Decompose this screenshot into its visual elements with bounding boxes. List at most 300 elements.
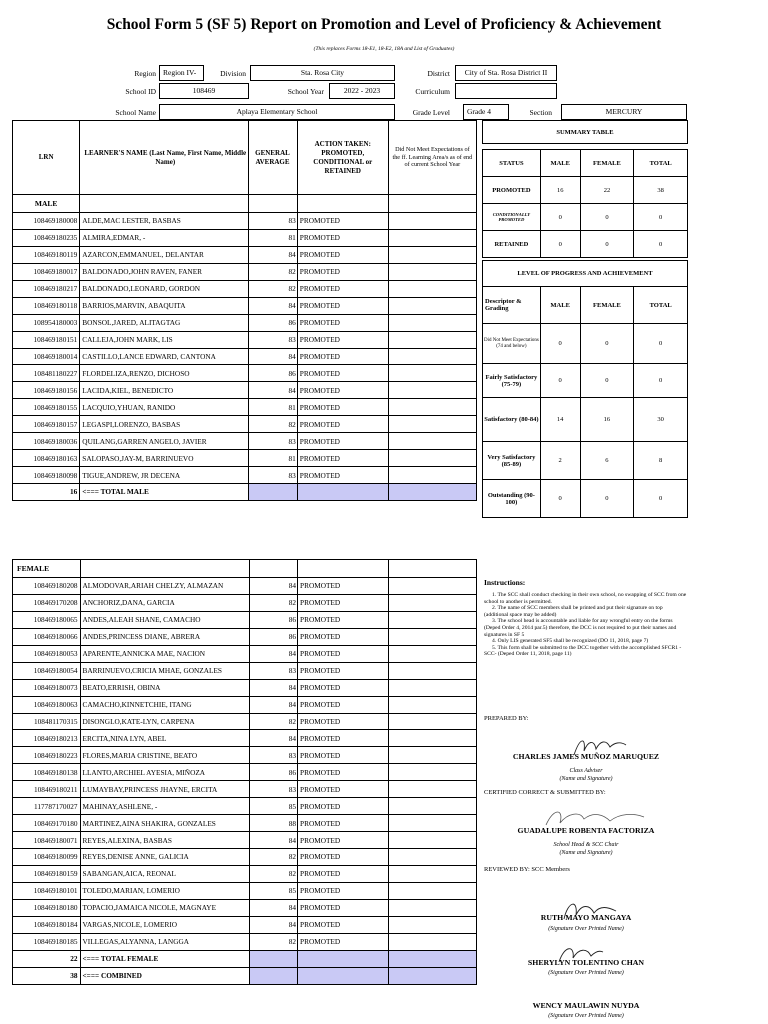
learner-lrn: 108469180213 xyxy=(13,730,81,747)
did-not-meet-areas xyxy=(388,280,476,297)
learner-row xyxy=(13,916,477,933)
dnme-header: Did Not Meet Expectations of the ff. Learning Area/s as of end of current School Year xyxy=(388,121,476,195)
general-average: 84 xyxy=(249,916,297,933)
learner-lrn: 108469180071 xyxy=(13,832,81,849)
action-taken: PROMOTED xyxy=(298,849,389,866)
learner-name: VILLEGAS,ALYANNA, LANGGA xyxy=(80,933,249,950)
general-average: 86 xyxy=(249,628,297,645)
learner-name: CAMACHO,KINNETCHIE, ITANG xyxy=(80,696,249,713)
did-not-meet-areas xyxy=(388,578,476,595)
general-average: 84 xyxy=(249,645,297,662)
did-not-meet-areas xyxy=(388,662,476,679)
learner-row xyxy=(13,713,477,730)
summary-status-header: STATUS xyxy=(483,150,541,177)
action-taken: PROMOTED xyxy=(298,594,389,611)
action-taken: PROMOTED xyxy=(298,611,389,628)
did-not-meet-areas xyxy=(388,611,476,628)
progress-male: 2 xyxy=(540,442,580,480)
progress-desc: Outstanding (90-100) xyxy=(483,480,541,518)
action-taken: PROMOTED xyxy=(298,815,389,832)
learner-name: LACQUIO,YHUAN, RANIDO xyxy=(80,399,249,416)
learner-row xyxy=(13,832,477,849)
summary-status: CONDITIONALLY PROMOTED xyxy=(483,204,541,231)
curriculum-label: Curriculum xyxy=(415,87,450,96)
learner-name: BALDONADO,JOHN RAVEN, FANER xyxy=(80,263,249,280)
female-table xyxy=(12,559,477,985)
action-taken: PROMOTED xyxy=(297,450,388,467)
did-not-meet-areas xyxy=(388,467,476,484)
general-average: 84 xyxy=(249,382,298,399)
general-average: 84 xyxy=(249,832,297,849)
form-subtitle: (This replaces Forms 18-E1, 18-E2, 18A and List of Graduates) xyxy=(313,46,455,52)
certified-label: CERTIFIED CORRECT & SUBMITTED BY: xyxy=(484,789,606,796)
did-not-meet-areas xyxy=(388,213,476,230)
progress-male: 0 xyxy=(540,324,580,364)
action-taken: PROMOTED xyxy=(298,832,389,849)
summary-male: 0 xyxy=(540,204,580,231)
adviser-name: CHARLES JAMES MUÑOZ MARUQUEZ xyxy=(512,752,660,761)
combined-count: 38 xyxy=(13,967,81,984)
did-not-meet-areas xyxy=(388,713,476,730)
did-not-meet-areas xyxy=(388,263,476,280)
general-average: 82 xyxy=(249,933,297,950)
learner-name: DISONGLO,KATE-LYN, CARPENA xyxy=(80,713,249,730)
learner-lrn: 108469180155 xyxy=(13,399,80,416)
instructions-title: Instructions: xyxy=(484,578,526,587)
learner-name: ALDE,MAC LESTER, BASBAS xyxy=(80,213,249,230)
action-taken: PROMOTED xyxy=(298,764,389,781)
did-not-meet-areas xyxy=(388,314,476,331)
learner-row xyxy=(13,213,477,230)
action-taken: PROMOTED xyxy=(298,645,389,662)
did-not-meet-areas xyxy=(388,730,476,747)
did-not-meet-areas xyxy=(388,679,476,696)
name-header: LEARNER'S NAME (Last Name, First Name, Middle Name) xyxy=(80,121,249,195)
general-average: 81 xyxy=(249,450,298,467)
action-taken: PROMOTED xyxy=(297,263,388,280)
learner-lrn: 108469180151 xyxy=(13,331,80,348)
grade-level-label: Grade Level xyxy=(412,108,450,117)
member3-name: WENCY MAULAWIN NUYDA xyxy=(532,1001,640,1010)
action-taken: PROMOTED xyxy=(298,798,389,815)
learner-row xyxy=(13,798,477,815)
progress-table xyxy=(482,260,688,518)
form-title: School Form 5 (SF 5) Report on Promotion and Level of Proficiency & Achievement xyxy=(106,16,662,33)
action-taken: PROMOTED xyxy=(298,628,389,645)
learner-name: SALOPASO,JAY-M, BARRINUEVO xyxy=(80,450,249,467)
summary-title: SUMMARY TABLE xyxy=(483,121,688,144)
learner-name: REYES,DENISE ANNE, GALICIA xyxy=(80,849,249,866)
general-average: 83 xyxy=(249,467,298,484)
instruction-item: 3. The school head is accountable and liable for any wrongful entry on the forms (Deped Order 4, 2014 par.5) therefore, the DCC is not required to put their names and signatures in SF 5 xyxy=(484,618,677,638)
learner-name: ANDES,ALEAH SHANE, CAMACHO xyxy=(80,611,249,628)
learner-lrn: 108469180163 xyxy=(13,450,80,467)
action-taken: PROMOTED xyxy=(297,348,388,365)
prepared-label: PREPARED BY: xyxy=(484,715,529,722)
action-header: ACTION TAKEN: PROMOTED, CONDITIONAL or RETAINED xyxy=(297,121,388,195)
progress-desc: Very Satisfactory (85-89) xyxy=(483,442,541,480)
learner-name: AZARCON,EMMANUEL, DELANTAR xyxy=(80,246,249,263)
did-not-meet-areas xyxy=(388,747,476,764)
progress-female-header: FEMALE xyxy=(580,287,634,324)
general-average: 84 xyxy=(249,297,298,314)
learner-lrn: 108469180156 xyxy=(13,382,80,399)
learner-lrn: 108469180211 xyxy=(13,781,81,798)
progress-male: 0 xyxy=(540,480,580,518)
learner-name: LEGASPI,LORENZO, BASBAS xyxy=(80,416,249,433)
action-taken: PROMOTED xyxy=(298,865,389,882)
action-taken: PROMOTED xyxy=(298,916,389,933)
learner-lrn: 108481170315 xyxy=(13,713,81,730)
learner-lrn: 108469180184 xyxy=(13,916,81,933)
did-not-meet-areas xyxy=(388,832,476,849)
section-label: Section xyxy=(529,108,552,117)
progress-total: 30 xyxy=(634,398,688,442)
learner-lrn: 108469180073 xyxy=(13,679,81,696)
did-not-meet-areas xyxy=(388,331,476,348)
action-taken: PROMOTED xyxy=(297,331,388,348)
learner-name: LLANTO,ARCHIEL AYESIA, MIÑOZA xyxy=(80,764,249,781)
general-average: 86 xyxy=(249,611,297,628)
adviser-role: Class Adviser xyxy=(569,768,603,774)
did-not-meet-areas xyxy=(388,229,476,246)
learner-name: TIGUE,ANDREW, JR DECENA xyxy=(80,467,249,484)
general-average: 88 xyxy=(249,815,297,832)
learner-name: BARRIOS,MARVIN, ABAQUITA xyxy=(80,297,249,314)
summary-total: 0 xyxy=(634,204,688,231)
did-not-meet-areas xyxy=(388,849,476,866)
learner-row xyxy=(13,263,477,280)
learner-lrn: 108469180223 xyxy=(13,747,81,764)
general-average: 82 xyxy=(249,594,297,611)
did-not-meet-areas xyxy=(388,882,476,899)
learner-row xyxy=(13,229,477,246)
learner-row xyxy=(13,628,477,645)
member2-name: SHERYLYN TOLENTINO CHAN xyxy=(527,958,645,967)
progress-female: 0 xyxy=(580,480,634,518)
learner-lrn: 108469180099 xyxy=(13,849,81,866)
did-not-meet-areas xyxy=(388,416,476,433)
learner-row xyxy=(13,280,477,297)
learner-name: ANDES,PRINCESS DIANE, ABRERA xyxy=(80,628,249,645)
action-taken: PROMOTED xyxy=(298,933,389,950)
summary-female-header: FEMALE xyxy=(580,150,634,177)
general-average: 83 xyxy=(249,433,298,450)
learner-name: ALMODOVAR,ARIAH CHELZY, ALMAZAN xyxy=(80,578,249,595)
learner-row xyxy=(13,696,477,713)
instruction-item: 1. The SCC shall conduct checking in their own school, no swapping of SCC from one school to another is permitted. xyxy=(484,592,687,605)
action-taken: PROMOTED xyxy=(298,662,389,679)
learner-lrn: 108469180014 xyxy=(13,348,80,365)
learner-lrn: 108469180036 xyxy=(13,433,80,450)
general-average: 83 xyxy=(249,747,297,764)
did-not-meet-areas xyxy=(388,450,476,467)
average-header: GENERAL AVERAGE xyxy=(249,121,298,195)
reviewed-label: REVIEWED BY: SCC Members xyxy=(484,866,570,873)
general-average: 82 xyxy=(249,416,298,433)
did-not-meet-areas xyxy=(388,764,476,781)
learner-name: LACIDA,KIEL, BENEDICTO xyxy=(80,382,249,399)
general-average: 86 xyxy=(249,314,298,331)
learner-row xyxy=(13,662,477,679)
division-label: Division xyxy=(220,69,246,78)
action-taken: PROMOTED xyxy=(297,297,388,314)
learner-lrn: 108469180008 xyxy=(13,213,80,230)
did-not-meet-areas xyxy=(388,696,476,713)
action-taken: PROMOTED xyxy=(298,578,389,595)
learner-name: BARRINUEVO,CRICIA MHAE, GONZALES xyxy=(80,662,249,679)
did-not-meet-areas xyxy=(388,798,476,815)
learner-row xyxy=(13,849,477,866)
curriculum-field xyxy=(455,83,557,99)
did-not-meet-areas xyxy=(388,865,476,882)
general-average: 83 xyxy=(249,781,297,798)
learner-lrn: 108954180003 xyxy=(13,314,80,331)
summary-total-header: TOTAL xyxy=(634,150,688,177)
action-taken: PROMOTED xyxy=(297,246,388,263)
general-average: 82 xyxy=(249,280,298,297)
summary-total: 0 xyxy=(634,231,688,258)
learner-name: MARTINEZ,AINA SHAKIRA, GONZALES xyxy=(80,815,249,832)
instruction-item: 4. Only LIS generated SF5 shall be recognized (DO 11, 2018, page 7) xyxy=(492,638,649,645)
learner-name: TOPACIO,JAMAICA NICOLE, MAGNAYE xyxy=(80,899,249,916)
learner-row xyxy=(13,433,477,450)
action-taken: PROMOTED xyxy=(298,882,389,899)
action-taken: PROMOTED xyxy=(297,280,388,297)
progress-female: 16 xyxy=(580,398,634,442)
action-taken: PROMOTED xyxy=(297,467,388,484)
learner-row xyxy=(13,882,477,899)
instruction-item: 5. This form shall be submitted to the DCC together with the accomplished SFCR1 - SCC- (Deped Order 11, 2018, page 11) xyxy=(484,644,682,658)
learner-row xyxy=(13,382,477,399)
action-taken: PROMOTED xyxy=(297,365,388,382)
general-average: 81 xyxy=(249,229,298,246)
male-section-label: MALE xyxy=(13,195,80,213)
progress-total-header: TOTAL xyxy=(634,287,688,324)
member1-sub: (Signature Over Printed Name) xyxy=(548,926,624,932)
did-not-meet-areas xyxy=(388,348,476,365)
did-not-meet-areas xyxy=(388,382,476,399)
general-average: 86 xyxy=(249,764,297,781)
female-total-count: 22 xyxy=(13,950,81,967)
learner-lrn: 108469180065 xyxy=(13,611,81,628)
learner-name: ANCHORIZ,DANA, GARCIA xyxy=(80,594,249,611)
did-not-meet-areas xyxy=(388,781,476,798)
progress-male-header: MALE xyxy=(540,287,580,324)
general-average: 82 xyxy=(249,713,297,730)
combined-label: <=== COMBINED xyxy=(80,967,249,984)
learner-lrn: 108469180217 xyxy=(13,280,80,297)
did-not-meet-areas xyxy=(388,815,476,832)
action-taken: PROMOTED xyxy=(298,899,389,916)
learner-lrn: 108469180180 xyxy=(13,899,81,916)
member3-sub: (Signature Over Printed Name) xyxy=(548,1013,624,1019)
region-label: Region xyxy=(134,69,156,78)
progress-male: 0 xyxy=(540,364,580,398)
general-average: 82 xyxy=(249,263,298,280)
general-average: 85 xyxy=(249,882,297,899)
district-field: City of Sta. Rosa District II xyxy=(455,65,557,81)
learner-name: BALDONADO,LEONARD, GORDON xyxy=(80,280,249,297)
progress-female: 0 xyxy=(580,364,634,398)
adviser-sub: (Name and Signature) xyxy=(559,776,613,782)
head-sub: (Name and Signature) xyxy=(559,850,613,856)
action-taken: PROMOTED xyxy=(297,229,388,246)
learner-lrn: 108469180017 xyxy=(13,263,80,280)
did-not-meet-areas xyxy=(388,594,476,611)
summary-table xyxy=(482,120,688,258)
progress-title: LEVEL OF PROGRESS AND ACHIEVEMENT xyxy=(483,261,688,287)
learner-lrn: 108469180159 xyxy=(13,865,81,882)
learner-name: BEATO,ERRISH, OBINA xyxy=(80,679,249,696)
did-not-meet-areas xyxy=(388,645,476,662)
learner-row xyxy=(13,899,477,916)
learner-lrn: 108469180138 xyxy=(13,764,81,781)
learner-name: CASTILLO,LANCE EDWARD, CANTONA xyxy=(80,348,249,365)
learner-lrn: 108469170180 xyxy=(13,815,81,832)
action-taken: PROMOTED xyxy=(297,399,388,416)
general-average: 84 xyxy=(249,730,297,747)
did-not-meet-areas xyxy=(388,246,476,263)
instructions xyxy=(484,578,688,658)
learner-row xyxy=(13,933,477,950)
learner-row xyxy=(13,815,477,832)
learner-row xyxy=(13,450,477,467)
learner-name: BONSOL,JARED, ALITAGTAG xyxy=(80,314,249,331)
female-rows xyxy=(13,578,477,951)
learner-row xyxy=(13,314,477,331)
learner-name: LUMAYBAY,PRINCESS JHAYNE, ERCITA xyxy=(80,781,249,798)
learner-lrn: 108469180098 xyxy=(13,467,80,484)
summary-status: RETAINED xyxy=(483,231,541,258)
progress-total: 8 xyxy=(634,442,688,480)
learner-name: REYES,ALEXINA, BASBAS xyxy=(80,832,249,849)
action-taken: PROMOTED xyxy=(298,747,389,764)
learner-lrn: 108469170208 xyxy=(13,594,81,611)
learner-lrn: 108469180054 xyxy=(13,662,81,679)
learner-name: FLORES,MARIA CRISTINE, BEATO xyxy=(80,747,249,764)
learner-name: CALLEJA,JOHN MARK, LIS xyxy=(80,331,249,348)
school-name-label: School Name xyxy=(115,108,156,117)
learner-row xyxy=(13,611,477,628)
general-average: 85 xyxy=(249,798,297,815)
progress-female: 0 xyxy=(580,324,634,364)
action-taken: PROMOTED xyxy=(297,314,388,331)
progress-female: 6 xyxy=(580,442,634,480)
general-average: 83 xyxy=(249,662,297,679)
female-section-label: FEMALE xyxy=(13,560,81,578)
learner-name: VARGAS,NICOLE, LOMERIO xyxy=(80,916,249,933)
learner-name: SABANGAN,AICA, REONAL xyxy=(80,865,249,882)
female-total-label: <=== TOTAL FEMALE xyxy=(80,950,249,967)
action-taken: PROMOTED xyxy=(297,213,388,230)
learner-name: TOLEDO,MARIAN, LOMERIO xyxy=(80,882,249,899)
action-taken: PROMOTED xyxy=(298,730,389,747)
action-taken: PROMOTED xyxy=(298,679,389,696)
progress-desc: Did Not Meet Expectations (74 and below) xyxy=(483,324,541,364)
school-year-field: 2022 - 2023 xyxy=(329,83,395,99)
learner-lrn: 108469180118 xyxy=(13,297,80,314)
did-not-meet-areas xyxy=(388,433,476,450)
division-field: Sta. Rosa City xyxy=(250,65,395,81)
learner-row xyxy=(13,730,477,747)
learner-row xyxy=(13,747,477,764)
learner-name: APARENTE,ANNICKA MAE, NACION xyxy=(80,645,249,662)
general-average: 82 xyxy=(249,849,297,866)
summary-male-header: MALE xyxy=(540,150,580,177)
learner-lrn: 108469180101 xyxy=(13,882,81,899)
learner-row xyxy=(13,399,477,416)
did-not-meet-areas xyxy=(388,628,476,645)
action-taken: PROMOTED xyxy=(298,781,389,798)
learner-name: MAHINAY,ASHLENE, - xyxy=(80,798,249,815)
male-total-label: <=== TOTAL MALE xyxy=(80,484,249,501)
learner-row xyxy=(13,781,477,798)
district-label: District xyxy=(427,69,450,78)
learner-row xyxy=(13,764,477,781)
general-average: 81 xyxy=(249,399,298,416)
learner-name: ALMIRA,EDMAR, - xyxy=(80,229,249,246)
learner-row xyxy=(13,594,477,611)
learner-name: QUILANG,GARREN ANGELO, JAVIER xyxy=(80,433,249,450)
progress-total: 0 xyxy=(634,364,688,398)
school-name-field: Aplaya Elementary School xyxy=(159,104,395,120)
action-taken: PROMOTED xyxy=(297,416,388,433)
progress-male: 14 xyxy=(540,398,580,442)
school-year-label: School Year xyxy=(287,87,324,96)
summary-female: 0 xyxy=(580,204,634,231)
summary-female: 0 xyxy=(580,231,634,258)
progress-desc: Satisfactory (80-84) xyxy=(483,398,541,442)
progress-total: 0 xyxy=(634,480,688,518)
did-not-meet-areas xyxy=(388,899,476,916)
general-average: 82 xyxy=(249,865,297,882)
learner-lrn: 108469180119 xyxy=(13,246,80,263)
head-role: School Head & SCC Chair xyxy=(553,842,619,848)
learner-lrn: 108469180066 xyxy=(13,628,81,645)
action-taken: PROMOTED xyxy=(298,713,389,730)
general-average: 84 xyxy=(249,348,298,365)
learner-lrn: 108469180063 xyxy=(13,696,81,713)
general-average: 84 xyxy=(249,899,297,916)
lrn-header: LRN xyxy=(13,121,80,195)
progress-desc-header: Descriptor & Grading xyxy=(483,287,541,324)
school-id-field: 108469 xyxy=(159,83,249,99)
did-not-meet-areas xyxy=(388,933,476,950)
summary-total: 38 xyxy=(634,177,688,204)
general-average: 86 xyxy=(249,365,298,382)
learner-row xyxy=(13,467,477,484)
general-average: 84 xyxy=(249,679,297,696)
summary-status: PROMOTED xyxy=(483,177,541,204)
learner-name: FLORDELIZA,RENZO, DICHOSO xyxy=(80,365,249,382)
learner-row xyxy=(13,348,477,365)
head-name: GUADALUPE ROBENTA FACTORIZA xyxy=(517,826,655,835)
learner-row xyxy=(13,331,477,348)
did-not-meet-areas xyxy=(388,365,476,382)
learner-row xyxy=(13,416,477,433)
progress-total: 0 xyxy=(634,324,688,364)
learner-name: ERCITA,NINA LYN, ABEL xyxy=(80,730,249,747)
instruction-item: 2. The name of SCC members shall be printed and put their signature on top (additional space may be added) xyxy=(484,605,663,618)
learner-row xyxy=(13,246,477,263)
summary-female: 22 xyxy=(580,177,634,204)
learner-row xyxy=(13,645,477,662)
male-total-count: 16 xyxy=(13,484,80,501)
did-not-meet-areas xyxy=(388,297,476,314)
member2-sub: (Signature Over Printed Name) xyxy=(548,970,624,976)
did-not-meet-areas xyxy=(388,916,476,933)
